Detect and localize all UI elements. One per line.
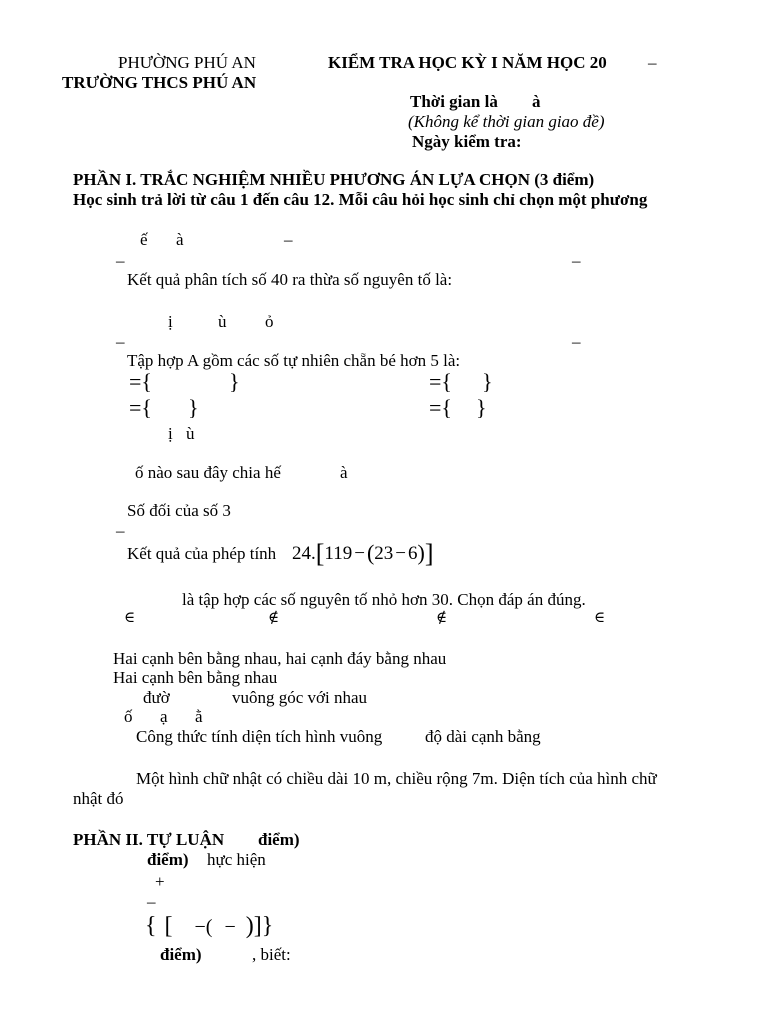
- fragment: –: [284, 230, 293, 249]
- exam-title-dash: –: [648, 53, 657, 72]
- q1-points: điểm): [147, 850, 189, 869]
- expression: 24.[119 −(23 − 6)]: [292, 539, 434, 568]
- dash: –: [116, 521, 125, 540]
- question-10: Một hình chữ nhật có chiều dài 10 m, chiều rộng 7m. Diện tích của hình chữ: [136, 769, 657, 788]
- option-c: ={: [129, 395, 152, 420]
- symbol: ∉: [268, 610, 280, 626]
- option-d: ={: [429, 395, 452, 420]
- part2-title: PHẦN II. TỰ LUẬN: [73, 830, 225, 849]
- question-4: ố nào sau đây chia hế: [135, 463, 281, 482]
- symbol: ∈: [594, 610, 606, 626]
- exam-title: KIỂM TRA HỌC KỲ I NĂM HỌC 20: [328, 53, 607, 72]
- part1-title: PHẦN I. TRẮC NGHIỆM NHIỀU PHƯƠNG ÁN LỰA CHỌN (3 điểm): [73, 170, 595, 189]
- ward-name: PHƯỜNG PHÚ AN: [118, 53, 256, 72]
- fragment: ù: [218, 312, 227, 331]
- fragment: ù: [186, 424, 195, 443]
- option-c-text: vuông góc với nhau: [232, 688, 368, 707]
- date-label: Ngày kiểm tra:: [412, 132, 522, 151]
- fragment: à: [340, 463, 348, 482]
- school-name: TRƯỜNG THCS PHÚ AN: [62, 73, 257, 92]
- question-9-tail: độ dài cạnh bằng: [425, 727, 541, 746]
- option-b: Hai cạnh bên bằng nhau: [113, 668, 278, 687]
- question-1: Kết quả phân tích số 40 ra thừa số nguyên tố là:: [127, 270, 453, 289]
- question-6: Kết quả của phép tính: [127, 544, 277, 563]
- dash: –: [572, 332, 581, 351]
- question-5: Số đối của số 3: [127, 501, 231, 520]
- part1-instruction: Học sinh trả lời từ câu 1 đến câu 12. Mỗi câu hỏi học sinh chỉ chọn một phương: [73, 190, 648, 209]
- fragment: ị: [168, 424, 173, 443]
- question-7: là tập hợp các số nguyên tố nhỏ hơn 30. Chọn đáp án đúng.: [182, 590, 586, 609]
- fragment: ỏ: [265, 312, 274, 331]
- fragment: ạ: [160, 707, 168, 726]
- option-c: đườ: [143, 688, 170, 707]
- plus-sign: +: [155, 872, 165, 891]
- dash: –: [116, 332, 125, 351]
- option-a: Hai cạnh bên bằng nhau, hai cạnh đáy bằng nhau: [113, 649, 447, 668]
- dash: –: [572, 251, 581, 270]
- option-d-close: }: [476, 395, 487, 420]
- time-label: Thời gian là: [410, 92, 498, 111]
- fragment: à: [176, 230, 184, 249]
- symbol: ∉: [436, 610, 448, 626]
- part2-points: điểm): [258, 830, 300, 849]
- q2-text: , biết:: [252, 945, 291, 964]
- q1-text: hực hiện: [207, 850, 266, 869]
- option-b: ={: [429, 369, 452, 394]
- fragment: ằ: [195, 707, 203, 726]
- fragment: ị: [168, 312, 173, 331]
- option-a: ={: [129, 369, 152, 394]
- time-fragment: à: [532, 92, 541, 111]
- option-b-close: }: [482, 369, 493, 394]
- q2-points: điểm): [160, 945, 202, 964]
- expression: { [ −( − )]}: [145, 913, 274, 939]
- option-a-close: }: [229, 369, 240, 394]
- minus-sign: –: [147, 892, 156, 911]
- fragment: ố: [124, 707, 133, 726]
- question-2: Tập hợp A gồm các số tự nhiên chẵn bé hơn 5 là:: [127, 351, 461, 370]
- option-c-close: }: [188, 395, 199, 420]
- fragment: ế: [140, 230, 148, 249]
- time-note: (Không kể thời gian giao đề): [408, 112, 605, 131]
- symbol: ∈: [124, 610, 136, 626]
- question-9: Công thức tính diện tích hình vuông: [136, 727, 383, 746]
- dash: –: [116, 251, 125, 270]
- question-10-cont: nhật đó: [73, 789, 124, 808]
